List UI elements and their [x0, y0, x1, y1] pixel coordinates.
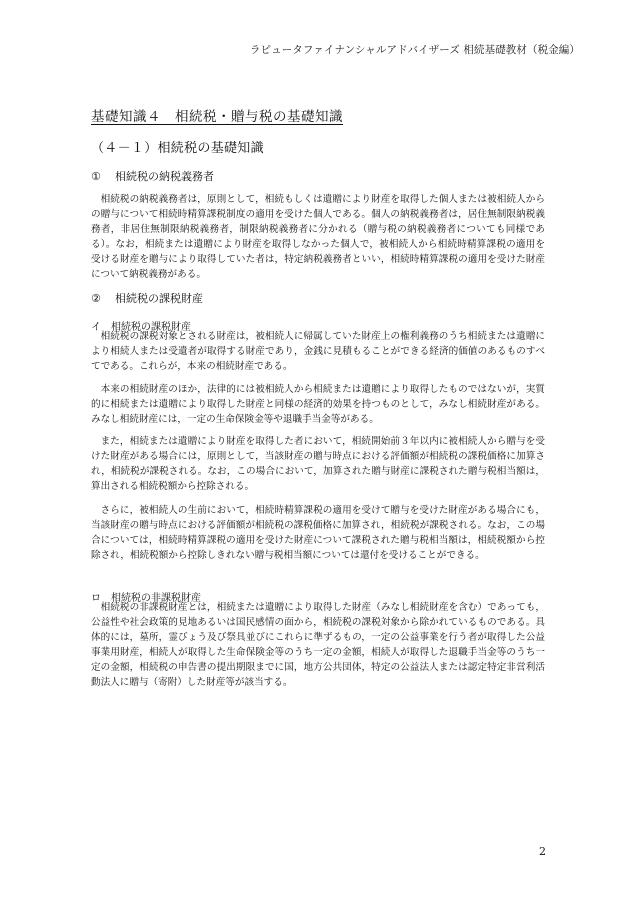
item-heading-taxable: イ 相続税の課税財産	[91, 322, 191, 333]
subsection-heading-taxable-property	[91, 290, 203, 306]
paragraph-taxpayers: 相続税の納税義務者は，原則として，相続もしくは遺贈により財産を取得した個人または被相続人からの贈与について相続時精算課税制度の適用を受けた個人である。個人の納税義務者は，居住無制限納税義務者，非居住無制限納税義務者，制限納税義務者に分かれる（贈与税の納税義務者についても同様である）。なお，相続または遺贈により財産を取得しなかった個人で，被相続人から相続時精算課税の適用を受ける財産を贈与により取得していた者は，特定納税義務者といい，相続時精算課税の適用を受けた財産について納税義務がある。	[91, 194, 545, 280]
paragraph-taxable-3: また，相続または遺贈により財産を取得した者において，相続開始前３年以内に被相続人から贈与を受けた財産がある場合には，原則として，当該財産の贈与時点における評価額が相続税の課税価格に加算され，相続税が課税される。なお，この場合において，加算された贈与財産に課税された贈与税相当額は，算出される相続税額から控除される。	[91, 436, 545, 492]
paragraph-taxable-2: 本来の相続財産のほか，法律的には被相続人から相続または遺贈により取得したものではないが，実質的に相続または遺贈により取得した財産と同様の経済的効果を持つものとして，みなし相続財産がある。みなし相続財産には，一定の生命保険金等や退職手当金等がある。	[91, 384, 545, 425]
subsection-title: 相続税の課税財産	[115, 292, 203, 305]
paragraph-nontaxable: 相続税の非課税財産とは，相続または遺贈により取得した財産（みなし相続財産を含む）であっても，公益性や社会政策的見地あるいは国民感情の面から，相続税の課税対象から除かれているものである。具体的には，墓所，霊びょう及び祭具並びにこれらに準ずるもの，一定の公益事業を行う者が取得した公益事業用財産，相続人が取得した生命保険金等のうち一定の金額，相続人が取得した退職手当金等のうち一定の金額，相続税の申告書の提出期限までに国，地方公共団体，特定の公益法人または認定特定非営利活動法人に贈与（寄附）した財産等が該当する。	[91, 602, 545, 688]
subsection-heading-taxpayers	[91, 168, 214, 184]
paragraph-taxable-1: 相続税の課税対象とされる財産は，被相続人に帰属していた財産上の権利義務のうち相続または遺贈により相続人または受遺者が取得する財産であり，金銭に見積もることができる経済的価値のあるものすべてである。これらが，本来の相続財産である。	[91, 331, 545, 372]
subsection-number: ①	[91, 170, 101, 183]
paragraph-taxable-4: さらに，被相続人の生前において，相続時精算課税の適用を受けて贈与を受けた財産がある場合にも，当該財産の贈与時点における評価額が相続税の課税価格に加算され，相続税が課税される。なお，この場合については，相続時精算課税の適用を受けた財産について課税された贈与税相当額は，相続税額から控除され，相続税額から控除しきれない贈与税相当額については還付を受けることができる。	[91, 505, 545, 561]
chapter-title: 基礎知識４ 相続税・贈与税の基礎知識	[91, 109, 343, 125]
subsection-title: 相続税の納税義務者	[115, 170, 214, 183]
page-number: 2	[539, 845, 546, 858]
section-title: （４－１）相続税の基礎知識	[91, 141, 264, 156]
subsection-number: ②	[91, 292, 101, 305]
running-header: ラピュータファイナンシャルアドバイザーズ 相続基礎教材（税金編）	[249, 44, 580, 56]
item-heading-nontaxable: ロ 相続税の非課税財産	[91, 593, 201, 604]
